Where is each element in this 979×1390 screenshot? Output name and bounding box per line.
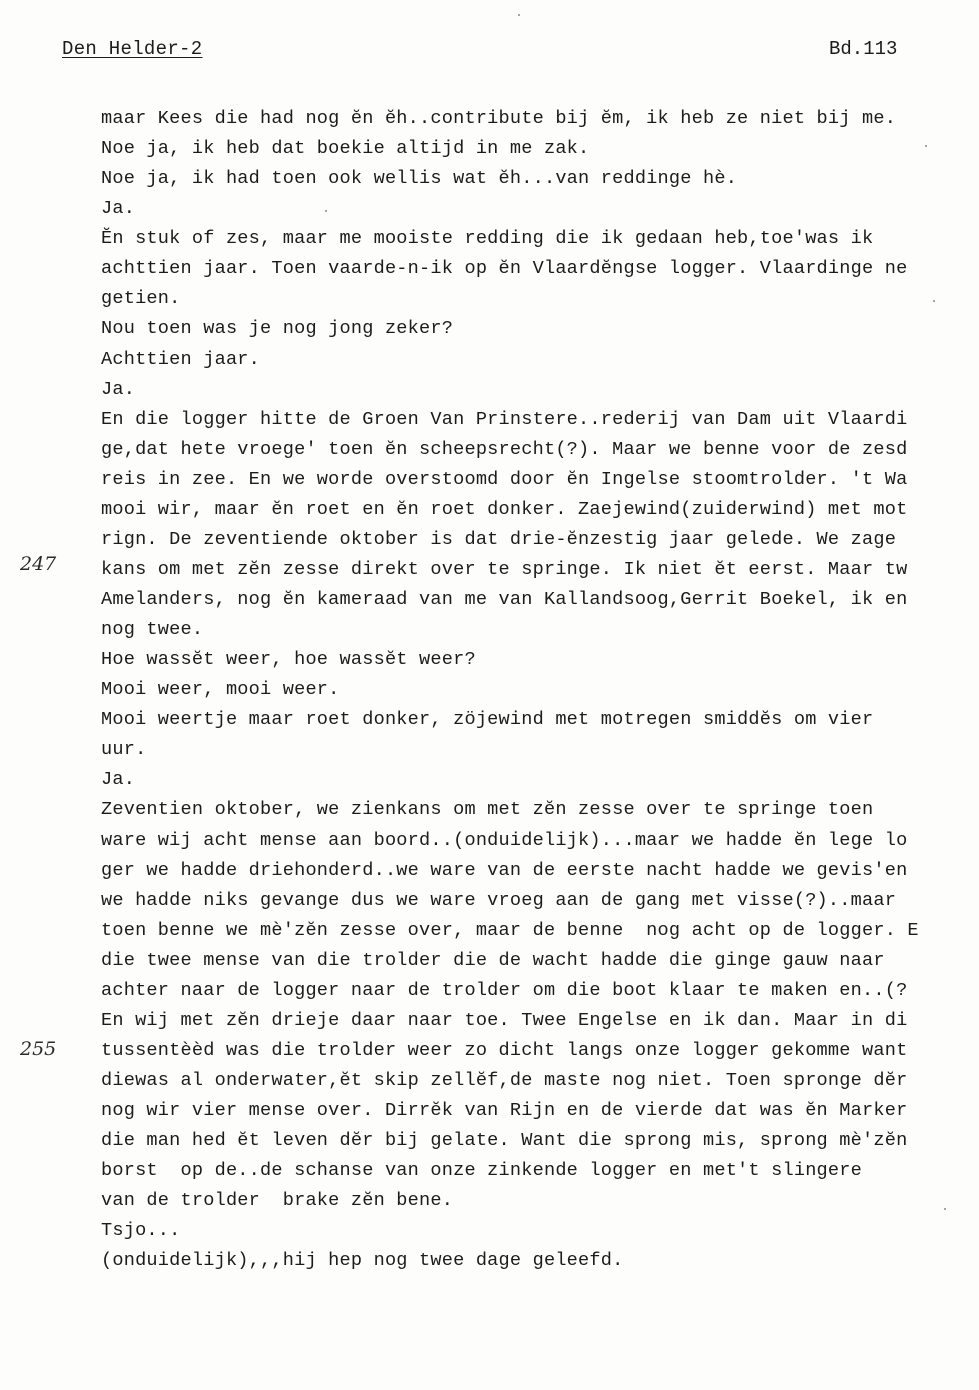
transcript-line: rign. De zeventiende oktober is dat drie-ĕnzestig jaar gelede. We zage	[101, 528, 897, 550]
transcript-line: mooi wir, maar ĕn roet en ĕn roet donker. Zaejewind(zuiderwind) met mot	[101, 498, 908, 520]
margin-number: 255	[20, 1038, 57, 1060]
transcript-line: reis in zee. En we worde overstoomd door ĕn Ingelse stoomtrolder. 't Wa	[101, 468, 908, 490]
transcript-line: Hoe wassĕt weer, hoe wassĕt weer?	[101, 649, 476, 671]
transcript-line: kans om met zĕn zesse direkt over te springe. Ik niet ĕt eerst. Maar tw	[101, 558, 908, 580]
transcript-line: we hadde niks gevange dus we ware vroeg aan de gang met visse(?)..maar	[101, 889, 897, 911]
transcript-line: Ja.	[101, 378, 136, 400]
transcript-line: achttien jaar. Toen vaarde-n-ik op ĕn Vlaardĕngse logger. Vlaardinge ne	[101, 258, 908, 280]
transcript-line: En wij met zĕn drieje daar naar toe. Twee Engelse en ik dan. Maar in di	[101, 1009, 908, 1031]
transcript-line: Mooi weertje maar roet donker, zöjewind met motregen smiddĕs om vier	[101, 709, 874, 731]
transcript-line: Achttien jaar.	[101, 348, 261, 370]
margin-number: 247	[20, 553, 57, 575]
transcript-line: Amelanders, nog ĕn kameraad van me van Kallandsoog,Gerrit Boekel, ik en	[101, 589, 908, 610]
transcript-line: Noe ja, ik had toen ook wellis wat ĕh...van reddinge hè.	[101, 168, 738, 190]
transcript-line: Noe ja, ik heb dat boekie altijd in me zak.	[101, 138, 590, 160]
transcript-line: Ĕn stuk of zes, maar me mooiste redding die ik gedaan heb,toe'was ik	[101, 228, 874, 250]
transcript-line: van de trolder brake zĕn bene.	[101, 1190, 454, 1212]
transcript-line: Nou toen was je nog jong zeker?	[101, 318, 454, 340]
transcript-line: Tsjo...	[101, 1220, 181, 1242]
transcript-line: Ja.	[101, 198, 136, 220]
scan-speck	[518, 14, 520, 16]
transcript-line: die man hed ĕt leven dĕr bij gelate. Want die sprong mis, sprong mè'zĕn	[101, 1130, 908, 1152]
transcript-body	[101, 104, 979, 1276]
transcript-line: (onduidelijk),,,hij hep nog twee dage geleefd.	[101, 1250, 624, 1272]
transcript-line: ge,dat hete vroege' toen ĕn scheepsrecht(?). Maar we benne voor de zesd	[101, 438, 908, 460]
transcript-line: Mooi weer, mooi weer.	[101, 679, 340, 701]
transcript-line: nog wir vier mense over. Dirrĕk van Rijn en de vierde dat was ĕn Marker	[101, 1100, 908, 1122]
transcript-line: maar Kees die had nog ĕn ĕh..contribute bij ĕm, ik heb ze niet bij me.	[101, 108, 897, 129]
transcript-line: borst op de..de schanse van onze zinkende logger en met't slingere	[101, 1160, 862, 1182]
header-page-ref: Bd.113	[829, 38, 898, 60]
header-location: Den Helder-2	[62, 38, 203, 60]
transcript-line: ger we hadde driehonderd..we ware van de eerste nacht hadde we gevis'en	[101, 859, 908, 881]
transcript-line: Zeventien oktober, we zienkans om met zĕn zesse over te springe toen	[101, 799, 874, 821]
transcript-line: Ja.	[101, 769, 136, 791]
transcript-line: nog twee.	[101, 619, 204, 641]
transcript-line: uur.	[101, 739, 147, 761]
transcript-line: achter naar de logger naar de trolder om die boot klaar te maken en..(?	[101, 979, 908, 1001]
transcript-line: die twee mense van die trolder die de wacht hadde die ginge gauw naar	[101, 949, 885, 971]
transcript-line: diewas al onderwater,ĕt skip zellĕf,de maste nog niet. Toen spronge dĕr	[101, 1070, 908, 1091]
transcript-line: getien.	[101, 288, 181, 310]
transcript-line: toen benne we mè'zĕn zesse over, maar de benne nog acht op de logger. E	[101, 919, 919, 941]
transcript-line: ware wij acht mense aan boord..(onduidelijk)...maar we hadde ĕn lege lo	[101, 829, 908, 851]
transcript-line: tussentèèd was die trolder weer zo dicht langs onze logger gekomme want	[101, 1039, 908, 1061]
transcript-line: En die logger hitte de Groen Van Prinstere..rederij van Dam uit Vlaardi	[101, 408, 908, 430]
